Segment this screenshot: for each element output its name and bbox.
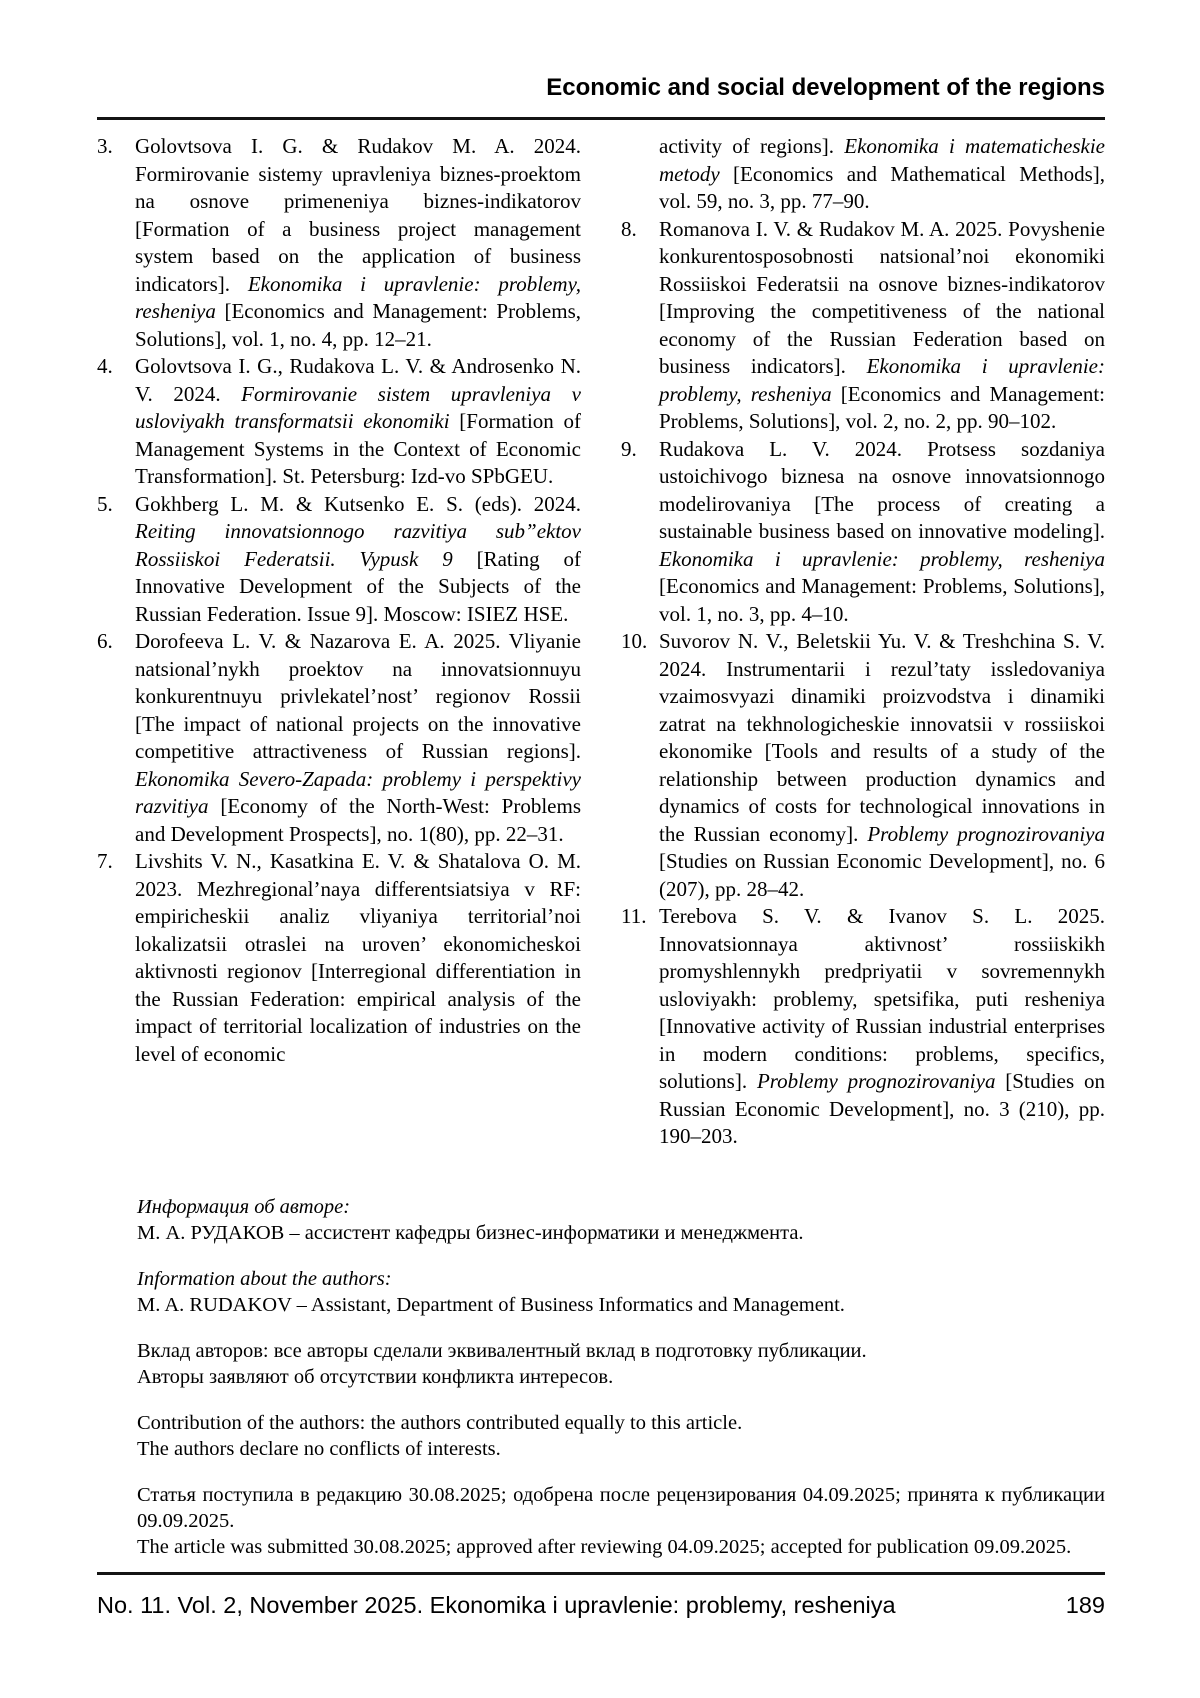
reference-text: Gokhberg L. M. & Kutsenko E. S. (eds). 2024. bbox=[135, 491, 581, 516]
author-info-line: Contribution of the authors: the authors contributed equally to this article. bbox=[137, 1412, 743, 1434]
reference-text: [Rating of Innovative Development of the Subjects of the Russian Federation. Issue 9]. Moscow: ISIEZ HSE. bbox=[135, 546, 582, 626]
author-info-group bbox=[137, 1410, 1105, 1462]
references-column-right bbox=[621, 133, 1105, 1151]
reference-text: Golovtsova I. G. & Rudakov M. A. 2024. Formirovanie sistemy upravleniya biznes-proektom na osnove primeneniya biznes-indikatorov [Formation of a business project management system based on the application of business indicators]. bbox=[135, 134, 581, 296]
author-info-line: Информация об авторе: bbox=[137, 1196, 351, 1218]
reference-source-title: Reiting innovatsionnogo razvitiya sub”ektov Rossiiskoi Federatsii. Vypusk 9 bbox=[135, 519, 581, 571]
author-info-group bbox=[137, 1482, 1105, 1560]
reference-text: Terebova S. V. & Ivanov S. L. 2025. Innovatsionnaya aktivnost’ rossiiskikh promyshlennykh predpriyatii v sovremennykh usloviyakh: problemy, spetsifika, puti resheniya [Innovative activity of Russian industrial enterprises in modern conditions: problems, specifics, solutions]. bbox=[659, 904, 1105, 1093]
author-info-line: M. A. RUDAKOV – Assistant, Department of Business Informatics and Management. bbox=[137, 1294, 845, 1316]
page-number: 189 bbox=[1065, 1592, 1105, 1618]
reference-number: 10. bbox=[621, 629, 648, 653]
reference-source-title: Formirovanie sistem upravleniya v usloviyakh transformatsii ekonomiki bbox=[135, 381, 581, 433]
reference-text: Livshits V. N., Kasatkina E. V. & Shatalova O. M. 2023. Mezhregional’naya differentsiatsiya v RF: empiricheskii analiz vliyaniya territorial’noi lokalizatsii otraslei na uroven’ ekonomicheskoi aktivnosti regionov [Interregional differentiation in the Russian Federation: empirical analysis of the impact of territorial localization of industries on the level of economic bbox=[135, 849, 581, 1066]
references-column-left bbox=[97, 133, 581, 1151]
reference-item bbox=[621, 628, 1105, 903]
reference-continuation bbox=[621, 133, 1105, 216]
running-head: Economic and social development of the regions bbox=[546, 74, 1105, 101]
reference-text: activity of regions]. bbox=[659, 134, 845, 158]
reference-number: 3. bbox=[97, 134, 113, 158]
reference-text: [Economics and Management: Problems, Solutions], vol. 2, no. 2, pp. 90–102. bbox=[659, 381, 1105, 433]
footer-rule bbox=[97, 1572, 1105, 1575]
reference-number: 8. bbox=[621, 216, 637, 241]
author-info-line: Статья поступила в редакцию 30.08.2025; одобрена после рецензирования 04.09.2025; принята к публикации 09.09.2025. bbox=[137, 1484, 1105, 1532]
reference-text: [Economics and Management: Problems, Solutions], vol. 1, no. 3, pp. 4–10. bbox=[659, 574, 1105, 626]
reference-item bbox=[621, 436, 1105, 629]
reference-number: 5. bbox=[97, 491, 113, 516]
reference-text: [Economy of the North-West: Problems and Development Prospects], no. 1(80), pp. 22–31. bbox=[135, 794, 581, 846]
reference-source-title: Ekonomika Severo-Zapada: problemy i perspektivy razvitiya bbox=[135, 766, 581, 818]
reference-text: Rudakova L. V. 2024. Protsess sozdaniya ustoichivogo biznesa na osnove innovatsionnogo modelirovaniya [The process of creating a sustainable business based on innovative modeling]. bbox=[659, 436, 1105, 543]
reference-source-title: Ekonomika i upravlenie: problemy, resheniya bbox=[135, 271, 581, 323]
reference-text: Suvorov N. V., Beletskii Yu. V. & Treshchina S. V. 2024. Instrumentarii i rezul’taty issledovaniya vzaimosvyazi dinamiki proizvodstva i dinamiki zatrat na tekhnologicheskie innovatsii v rossiiskoi ekonomike [Tools and results of a study of the relationship between production dynamics and dynamics of costs for technological innovations in the Russian economy]. bbox=[659, 629, 1105, 846]
reference-item bbox=[621, 903, 1105, 1151]
author-info-line: М. А. РУДАКОВ – ассистент кафедры бизнес-информатики и менеджмента. bbox=[137, 1222, 804, 1244]
author-info-line: Авторы заявляют об отсутствии конфликта интересов. bbox=[137, 1366, 614, 1388]
reference-item bbox=[97, 133, 581, 353]
header-rule bbox=[97, 117, 1105, 120]
reference-number: 6. bbox=[97, 629, 113, 653]
reference-item bbox=[621, 216, 1105, 436]
journal-citation: No. 11. Vol. 2, November 2025. Ekonomika i upravlenie: problemy, resheniya bbox=[97, 1592, 896, 1618]
reference-source-title: Ekonomika i upravlenie: problemy, resheniya bbox=[659, 546, 1105, 571]
page-footer bbox=[97, 1592, 1105, 1619]
author-info-line: Вклад авторов: все авторы сделали эквивалентный вклад в подготовку публикации. bbox=[137, 1340, 867, 1362]
reference-text: [Economics and Management: Problems, Solutions], vol. 1, no. 4, pp. 12–21. bbox=[135, 299, 581, 351]
reference-number: 7. bbox=[97, 849, 113, 873]
author-info-line: The article was submitted 30.08.2025; approved after reviewing 04.09.2025; accepted for publication 09.09.2025. bbox=[137, 1536, 1072, 1558]
author-info-block bbox=[137, 1194, 1105, 1560]
reference-item bbox=[97, 628, 581, 848]
author-info-line: The authors declare no conflicts of interests. bbox=[137, 1438, 501, 1460]
reference-text: [Studies on Russian Economic Development], no. 3 (210), pp. 190–203. bbox=[659, 1069, 1105, 1148]
reference-text: Golovtsova I. G., Rudakova L. V. & Androsenko N. V. 2024. bbox=[135, 354, 581, 406]
reference-text: [Formation of Management Systems in the Context of Economic Transformation]. St. Petersburg: Izd-vo SPbGEU. bbox=[135, 409, 581, 488]
reference-source-title: Ekonomika i matematicheskie metody bbox=[659, 134, 1105, 186]
reference-text: [Economics and Mathematical Methods], vol. 59, no. 3, pp. 77–90. bbox=[659, 161, 1105, 213]
reference-source-title: Problemy prognozirovaniya bbox=[867, 821, 1105, 846]
reference-item bbox=[97, 353, 581, 491]
reference-number: 11. bbox=[621, 904, 647, 928]
reference-number: 4. bbox=[97, 354, 113, 378]
author-info-line: Information about the authors: bbox=[137, 1268, 392, 1290]
reference-text: [Studies on Russian Economic Development], no. 6 (207), pp. 28–42. bbox=[659, 849, 1105, 901]
reference-item bbox=[97, 491, 581, 629]
reference-text: Romanova I. V. & Rudakov M. A. 2025. Povyshenie konkurentosposobnosti natsional’noi ekonomiki Rossiiskoi Federatsii na osnove biznes-indikatorov [Improving the competitiveness of the national economy of the Russian Federation based on business indicators]. bbox=[659, 216, 1105, 378]
references-list bbox=[97, 133, 1105, 1151]
author-info-group bbox=[137, 1338, 1105, 1390]
author-info-group bbox=[137, 1194, 1105, 1246]
author-info-group bbox=[137, 1266, 1105, 1318]
reference-text: Dorofeeva L. V. & Nazarova E. A. 2025. Vliyanie natsional’nykh proektov na innovatsionnuyu konkurentnuyu privlekatel’nost’ regionov Rossii [The impact of national projects on the innovative competitive attractiveness of Russian regions]. bbox=[135, 629, 581, 763]
reference-source-title: Ekonomika i upravlenie: problemy, resheniya bbox=[659, 354, 1105, 406]
reference-item bbox=[97, 848, 581, 1068]
reference-source-title: Problemy prognozirovaniya bbox=[756, 1069, 996, 1093]
reference-number: 9. bbox=[621, 436, 637, 461]
